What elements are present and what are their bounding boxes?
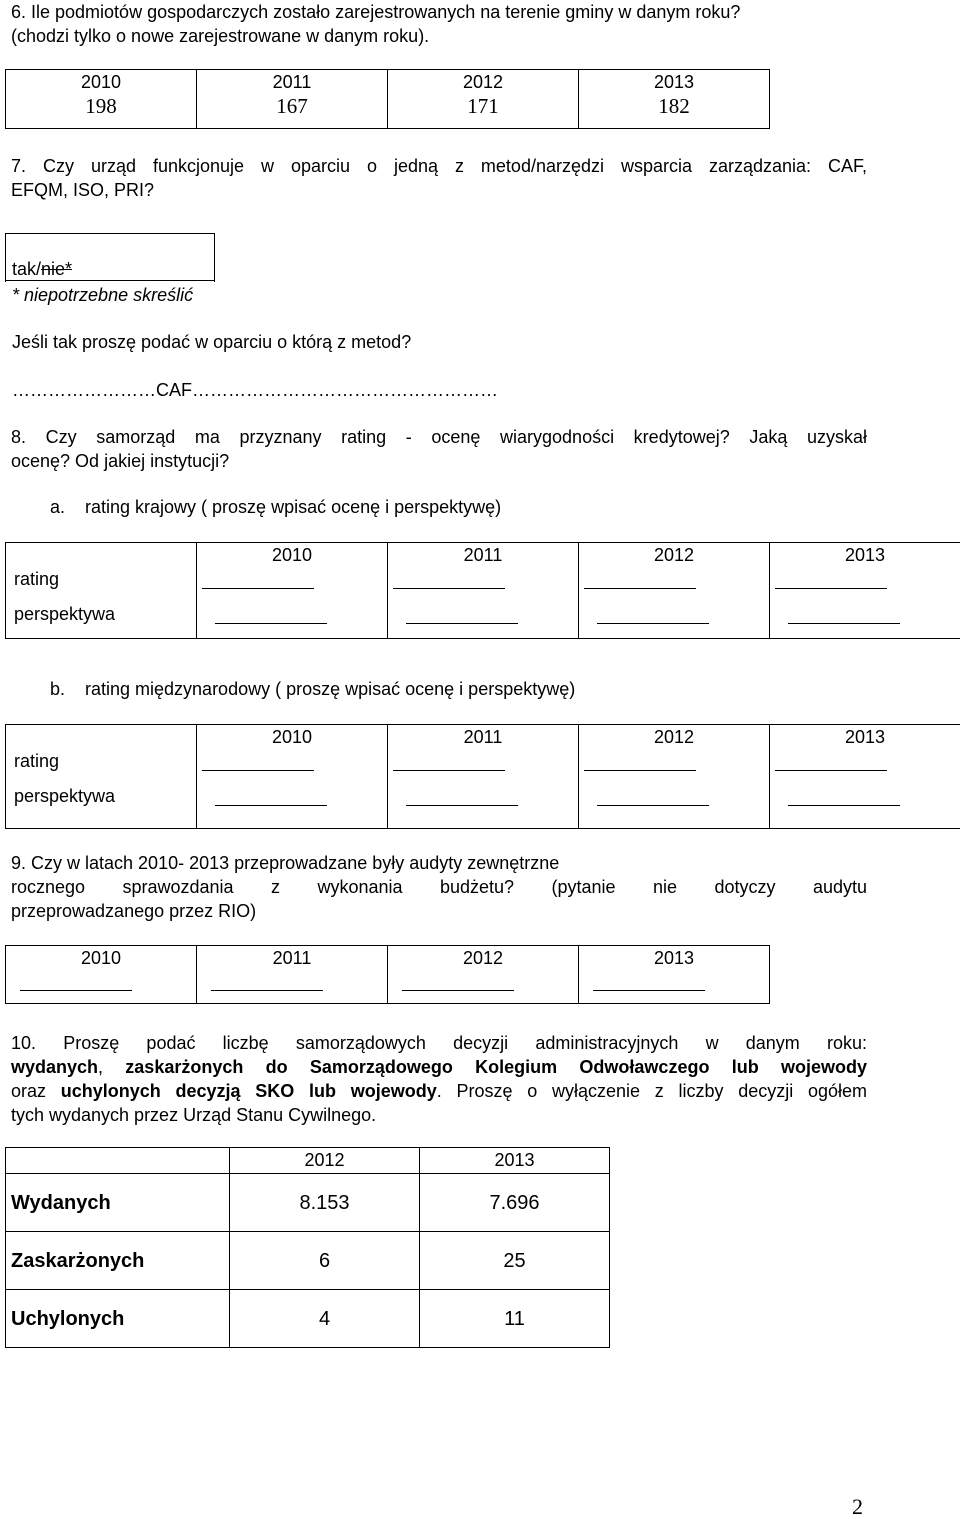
q9-table bbox=[5, 945, 770, 1004]
q6-year-2012: 2012 bbox=[388, 70, 579, 95]
q10-row-label: Zaskarżonych bbox=[6, 1232, 230, 1290]
q8-text bbox=[11, 425, 867, 473]
q8-line2: ocenę? Od jakiej instytucji? bbox=[11, 451, 230, 471]
q8a-col-2011 bbox=[388, 543, 579, 639]
q9-line1: 9. Czy w latach 2010- 2013 przeprowadzane były audyty zewnętrzne bbox=[11, 853, 560, 873]
q7-line1: 7. Czy urząd funkcjonuje w oparciu o jedną z metod/narzędzi wsparcia zarządzania: CAF, bbox=[11, 156, 867, 176]
q6-value-2011: 167 bbox=[197, 94, 388, 128]
q6-line1: 6. Ile podmiotów gospodarczych zostało zarejestrowanych na terenie gminy w danym roku? bbox=[11, 2, 741, 22]
q7-followup: Jeśli tak proszę podać w oparciu o którą z metod? bbox=[12, 332, 412, 352]
q10-cell-2012: 4 bbox=[230, 1290, 420, 1348]
q6-value-2012: 171 bbox=[388, 94, 579, 128]
q8b-col-2013 bbox=[770, 725, 960, 829]
table-row bbox=[6, 1290, 610, 1348]
q8b-perspektywa-2010-field[interactable] bbox=[215, 805, 327, 806]
q10-cell-2012: 8.153 bbox=[230, 1174, 420, 1232]
q9-answer-2010-field[interactable] bbox=[20, 990, 132, 991]
q8b-year-2013: 2013 bbox=[844, 727, 886, 747]
q8a-row-perspektywa: perspektywa bbox=[14, 604, 116, 624]
q8a-row-rating: rating bbox=[14, 569, 60, 589]
q9-year-2011: 2011 bbox=[272, 948, 312, 968]
q8a-row-labels bbox=[6, 543, 197, 639]
q9-text bbox=[11, 851, 867, 923]
q6-value-2013: 182 bbox=[579, 94, 770, 128]
q10-cell-2013: 11 bbox=[420, 1290, 610, 1348]
q8a-year-2012: 2012 bbox=[653, 545, 695, 565]
q9-year-2010: 2010 bbox=[80, 948, 122, 968]
q8b-rating-2012-field[interactable] bbox=[584, 770, 696, 771]
q7-answer-star: * bbox=[65, 259, 73, 279]
q8b-col-2010 bbox=[197, 725, 388, 829]
q8b-text: rating międzynarodowy ( proszę wpisać ocenę i perspektywę) bbox=[85, 679, 576, 699]
q9-answer-2013-field[interactable] bbox=[593, 990, 705, 991]
table-row bbox=[6, 1174, 610, 1232]
q9-answer-2012-field[interactable] bbox=[402, 990, 514, 991]
q8a-rating-2011-field[interactable] bbox=[393, 588, 505, 589]
q8a-perspektywa-2013-field[interactable] bbox=[788, 623, 900, 624]
q8a-year-2011: 2011 bbox=[463, 545, 503, 565]
q9-answer-2011-field[interactable] bbox=[211, 990, 323, 991]
q10-text bbox=[11, 1031, 867, 1127]
q8a-col-2013 bbox=[770, 543, 960, 639]
q10-line4: tych wydanych przez Urząd Stanu Cywilnego. bbox=[11, 1105, 377, 1125]
q8a-year-2010: 2010 bbox=[271, 545, 313, 565]
q9-col-2012 bbox=[388, 946, 579, 1004]
q8a-rating-2013-field[interactable] bbox=[775, 588, 887, 589]
q8a-col-2010 bbox=[197, 543, 388, 639]
q10-zaskarzonych: zaskarżonych do Samorządowego Kolegium Odwoławczego lub wojewody bbox=[125, 1057, 867, 1077]
q10-line3 bbox=[11, 1079, 867, 1103]
q8b-perspektywa-2012-field[interactable] bbox=[597, 805, 709, 806]
q6-value-2010: 198 bbox=[6, 94, 197, 128]
q9-col-2010 bbox=[6, 946, 197, 1004]
q6-year-2011: 2011 bbox=[197, 70, 388, 95]
q9-line2: rocznego sprawozdania z wykonania budżetu? (pytanie nie dotyczy audytu bbox=[11, 877, 867, 897]
q10-year-2013: 2013 bbox=[420, 1148, 610, 1174]
q8b-year-2010: 2010 bbox=[271, 727, 313, 747]
q10-line2 bbox=[11, 1055, 867, 1079]
q8a-text: rating krajowy ( proszę wpisać ocenę i perspektywę) bbox=[85, 497, 502, 517]
q7-method-answer: ……………………CAF…………………………………………… bbox=[12, 380, 498, 400]
q10-year-2012: 2012 bbox=[230, 1148, 420, 1174]
q8a-rating-2012-field[interactable] bbox=[584, 588, 696, 589]
q8b-table bbox=[5, 724, 960, 829]
q7-footnote: * niepotrzebne skreślić bbox=[12, 285, 194, 305]
q10-header-empty bbox=[6, 1148, 230, 1174]
q9-col-2011 bbox=[197, 946, 388, 1004]
q8b-perspektywa-2011-field[interactable] bbox=[406, 805, 518, 806]
q8b-row-rating: rating bbox=[14, 751, 60, 771]
q7-line2: EFQM, ISO, PRI? bbox=[11, 180, 155, 200]
q6-year-2010: 2010 bbox=[6, 70, 197, 95]
q6-line2: (chodzi tylko o nowe zarejestrowane w danym roku). bbox=[11, 26, 430, 46]
q8b-rating-2010-field[interactable] bbox=[202, 770, 314, 771]
q9-year-2012: 2012 bbox=[462, 948, 504, 968]
q8b-perspektywa-2013-field[interactable] bbox=[788, 805, 900, 806]
q8a-perspektywa-2011-field[interactable] bbox=[406, 623, 518, 624]
q8a-year-2013: 2013 bbox=[844, 545, 886, 565]
q9-line3: przeprowadzanego przez RIO) bbox=[11, 901, 257, 921]
q7-answer-nie: nie bbox=[41, 259, 66, 279]
q10-wydanych: wydanych bbox=[11, 1057, 99, 1077]
q10-uchylonych: uchylonych decyzją SKO lub wojewody bbox=[60, 1081, 437, 1101]
q10-row-label: Wydanych bbox=[6, 1174, 230, 1232]
q8a-rating-2010-field[interactable] bbox=[202, 588, 314, 589]
q8b-rating-2013-field[interactable] bbox=[775, 770, 887, 771]
q7-answer bbox=[12, 257, 72, 281]
q7-text bbox=[11, 154, 867, 202]
q8b-year-2012: 2012 bbox=[653, 727, 695, 747]
q8b-year-2011: 2011 bbox=[463, 727, 503, 747]
q9-year-2013: 2013 bbox=[653, 948, 695, 968]
q9-col-2013 bbox=[579, 946, 770, 1004]
q8a-perspektywa-2012-field[interactable] bbox=[597, 623, 709, 624]
q10-wylaczenie: . Proszę o wyłączenie z liczby decyzji ogółem bbox=[436, 1081, 867, 1101]
q10-oraz: oraz bbox=[11, 1081, 61, 1101]
q8b-row-perspektywa: perspektywa bbox=[14, 786, 116, 806]
q10-cell-2012: 6 bbox=[230, 1232, 420, 1290]
q8a-label: a. bbox=[50, 497, 66, 517]
q10-table bbox=[5, 1147, 610, 1348]
q8b-row-labels bbox=[6, 725, 197, 829]
q10-row-label: Uchylonych bbox=[6, 1290, 230, 1348]
q10-comma: , bbox=[98, 1057, 126, 1077]
q8b-label: b. bbox=[50, 679, 66, 699]
page-number: 2 bbox=[852, 1494, 863, 1519]
q8a-perspektywa-2010-field[interactable] bbox=[215, 623, 327, 624]
q8-line1: 8. Czy samorząd ma przyznany rating - ocenę wiarygodności kredytowej? Jaką uzyskał bbox=[11, 427, 867, 447]
q6-table bbox=[5, 69, 770, 129]
q10-cell-2013: 7.696 bbox=[420, 1174, 610, 1232]
q6-year-2013: 2013 bbox=[579, 70, 770, 95]
q8b-col-2012 bbox=[579, 725, 770, 829]
q8b-col-2011 bbox=[388, 725, 579, 829]
table-row bbox=[6, 1232, 610, 1290]
q10-cell-2013: 25 bbox=[420, 1232, 610, 1290]
q6-text bbox=[11, 0, 871, 48]
q7-answer-tak: tak/ bbox=[12, 259, 42, 279]
q8b-rating-2011-field[interactable] bbox=[393, 770, 505, 771]
q8a-col-2012 bbox=[579, 543, 770, 639]
q8a-table bbox=[5, 542, 960, 639]
q10-line1: 10. Proszę podać liczbę samorządowych decyzji administracyjnych w danym roku: bbox=[11, 1033, 867, 1053]
